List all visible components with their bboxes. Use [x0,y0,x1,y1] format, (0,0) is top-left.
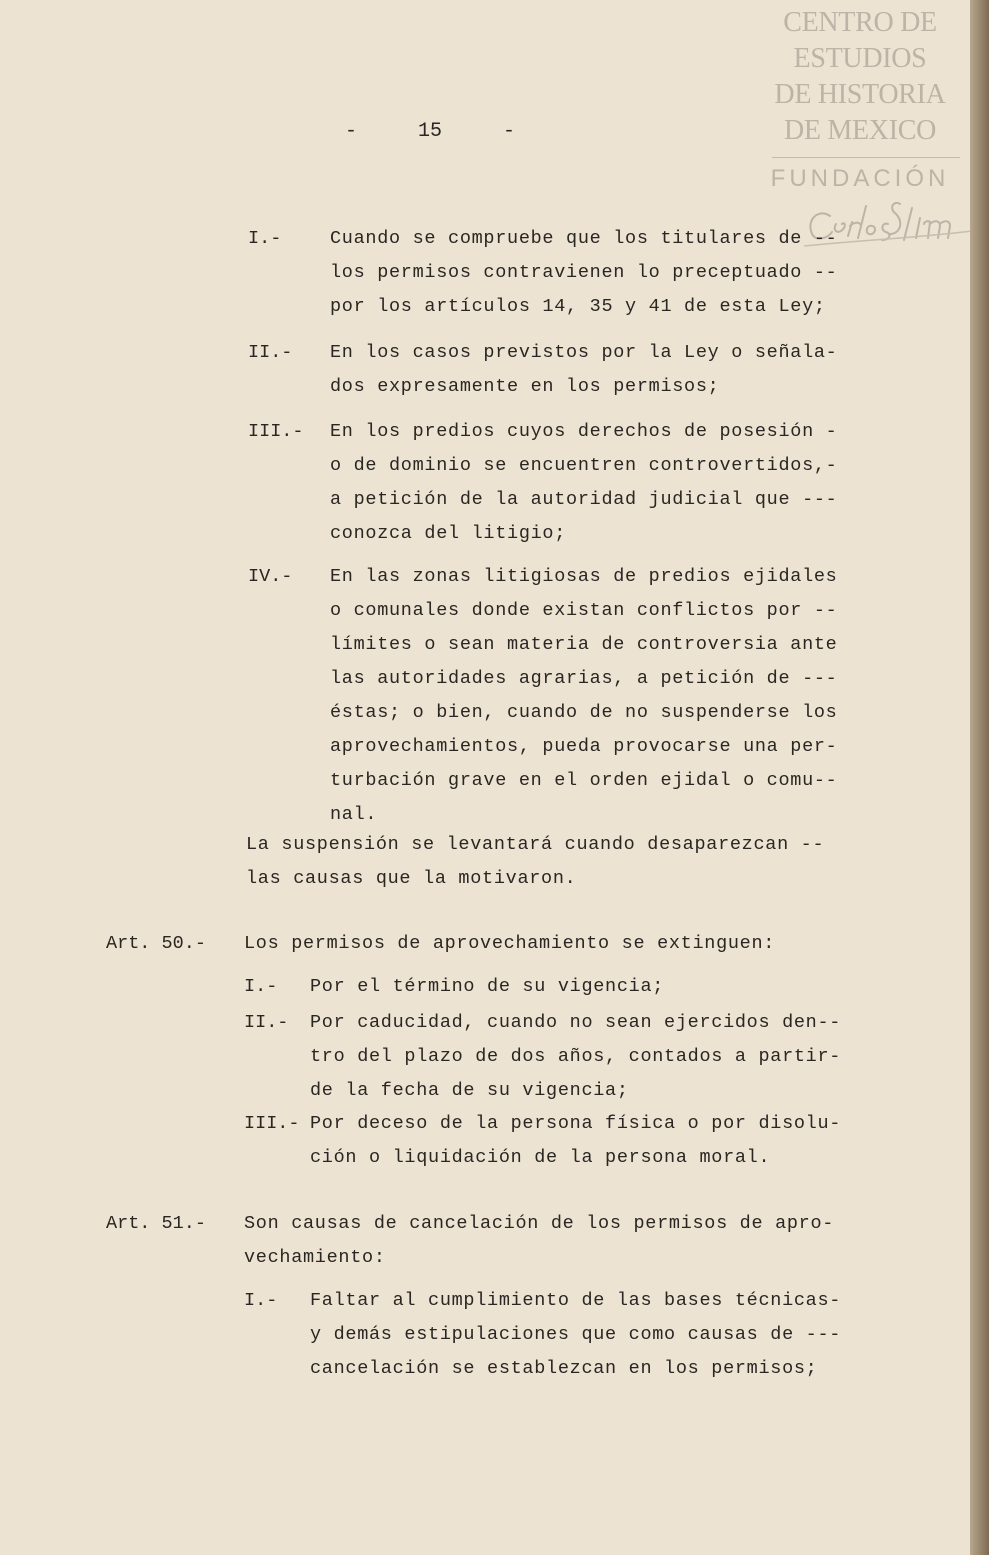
page-number-dash: - [345,120,358,143]
item-label: I.- [244,976,278,997]
item-text: Por caducidad, cuando no sean ejercidos den-- tro del plazo de dos años, contados a partir- de la fecha de su vigencia; [310,1012,842,1101]
item-text: Cuando se compruebe que los titulares de -- los permisos contravienen lo preceptuado -- por los artículos 14, 35 y 41 de esta Ley; [330,228,838,317]
watermark-line: CENTRO DE [783,7,937,38]
watermark-foundation: FUNDACIÓN [770,165,950,192]
closing-paragraph: La suspensión se levantará cuando desaparezcan -- las causas que la motivaron. [246,834,825,889]
item-text: En las zonas litigiosas de predios ejidales o comunales donde existan conflictos por -- límites o sean materia de controversia ante las autoridades agrarias, a petición de --- éstas; o bien, cuando de no suspenderse los aprovechamientos, pueda provocarse una per- turbación grave en el orden ejidal o comu-- nal. [330,566,838,825]
item-label: II.- [244,1012,289,1033]
article-label: Art. 51.- [106,1213,206,1234]
page-number-value: 15 [417,120,442,143]
watermark-divider [772,157,960,158]
item-text: En los predios cuyos derechos de posesión - o de dominio se encuentren controvertidos,- a petición de la autoridad judicial que --- conozca del litigio; [330,421,838,544]
article-label: Art. 50.- [106,933,206,954]
watermark-line: DE MEXICO [783,115,937,146]
archive-watermark [760,5,960,194]
item-text: Por el término de su vigencia; [310,976,665,997]
page-edge-shadow [970,0,989,1555]
page-number [345,120,515,143]
page-number-dash: - [502,120,515,143]
article-intro: Los permisos de aprovechamiento se extinguen: [244,933,776,954]
item-text: Faltar al cumplimiento de las bases técnicas- y demás estipulaciones que como causas de --- cancelación se establezcan en los permisos; [310,1290,842,1379]
item-text: Por deceso de la persona física o por disolu- ción o liquidación de la persona moral. [310,1113,842,1168]
item-label: III.- [244,1113,300,1134]
item-label: II.- [248,342,293,363]
item-label: IV.- [248,566,293,587]
item-label: I.- [248,228,282,249]
watermark-line: DE HISTORIA [774,79,946,110]
item-label: I.- [244,1290,278,1311]
article-intro: Son causas de cancelación de los permisos de apro- vechamiento: [244,1213,835,1268]
item-text: En los casos previstos por la Ley o señala- dos expresamente en los permisos; [330,342,838,397]
item-label: III.- [248,421,304,442]
watermark-line: ESTUDIOS [793,43,927,74]
